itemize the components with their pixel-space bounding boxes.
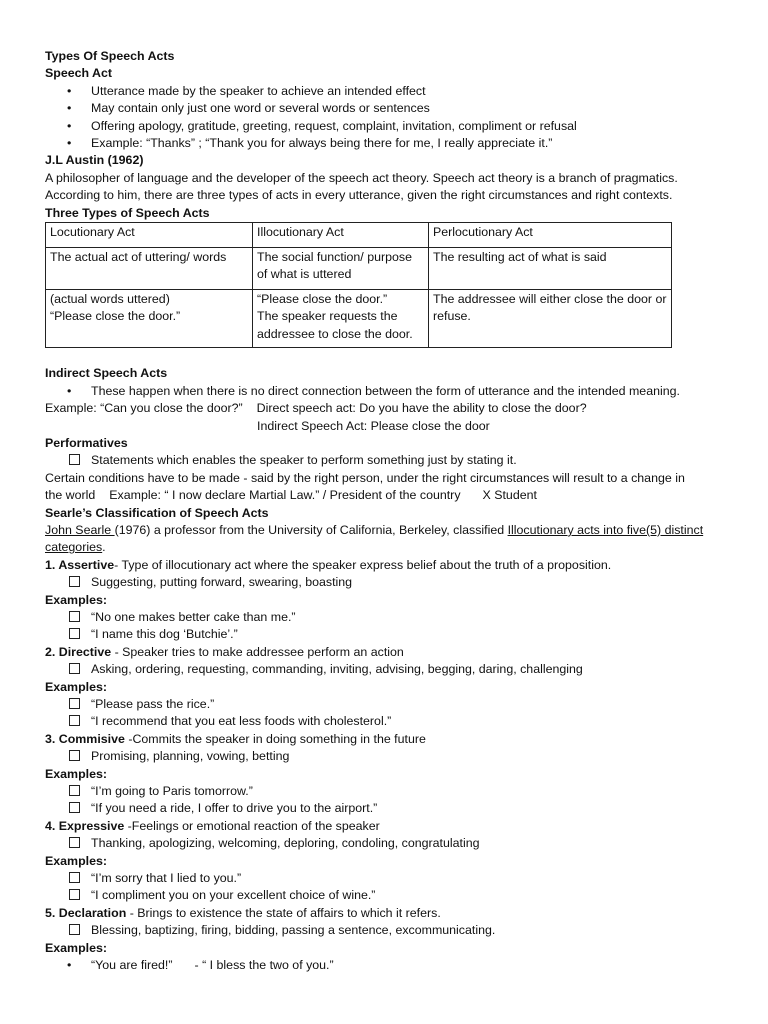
indirect-example-answer: Indirect Speech Act: Please close the door <box>257 418 490 433</box>
checkbox-item: “Please pass the rice.” <box>45 696 740 713</box>
cell-line: (actual words uttered) <box>50 292 170 307</box>
checkbox-icon <box>69 628 80 639</box>
examples-label: Examples: <box>45 679 107 694</box>
bullet-item: • Offering apology, gratitude, greeting, request, complaint, invitation, compliment or refusal <box>45 118 740 135</box>
checkbox-icon <box>69 611 80 622</box>
category-heading: 5. Declaration - Brings to existence the state of affairs to which it refers. <box>45 905 441 920</box>
section-heading-austin: J.L Austin (1962) <box>45 153 144 168</box>
checkbox-item: “I compliment you on your excellent choice of wine.” <box>45 887 740 904</box>
table-header-cell: Locutionary Act <box>46 223 253 248</box>
section-heading-speech-act: Speech Act <box>45 66 113 81</box>
checkbox-icon <box>69 802 80 813</box>
checkbox-item: “I’m sorry that I lied to you.” <box>45 870 740 887</box>
checkbox-icon <box>69 715 80 726</box>
bullet-icon: • <box>67 136 72 151</box>
performatives-paragraph-line: the world Example: “ I now declare Martial Law.” / President of the country X Student <box>45 488 537 503</box>
bullet-item: • “You are fired!” - “ I bless the two of you.” <box>45 957 740 974</box>
indirect-example: Example: “Can you close the door?” Direct speech act: Do you have the ability to close the door? <box>45 401 587 416</box>
checkbox-item: Promising, planning, vowing, betting <box>45 748 740 765</box>
category-heading: 4. Expressive -Feelings or emotional reaction of the speaker <box>45 818 380 833</box>
examples-label: Examples: <box>45 592 107 607</box>
table-row <box>46 290 672 348</box>
checkbox-item: Blessing, baptizing, firing, bidding, passing a sentence, excommunicating. <box>45 922 740 939</box>
searle-paragraph: John Searle (1976) a professor from the University of California, Berkeley, classified Illocutionary acts into five(5) distinct categories. <box>45 522 704 555</box>
cell-line: “Please close the door.” <box>50 309 181 324</box>
bullet-item: • Example: “Thanks” ; “Thank you for always being there for me, I really appreciate it.” <box>45 135 740 152</box>
checkbox-icon <box>69 837 80 848</box>
table-cell <box>46 290 253 348</box>
checkbox-item: Suggesting, putting forward, swearing, boasting <box>45 574 740 591</box>
checkbox-item: “No one makes better cake than me.” <box>45 609 740 626</box>
checkbox-icon <box>69 889 80 900</box>
speech-acts-table <box>45 222 672 348</box>
bullet-item: • Utterance made by the speaker to achieve an intended effect <box>45 83 740 100</box>
examples-label: Examples: <box>45 940 107 955</box>
category-heading: 2. Directive - Speaker tries to make addressee perform an action <box>45 644 404 659</box>
checkbox-item: “I’m going to Paris tomorrow.” <box>45 783 740 800</box>
bullet-icon: • <box>67 118 72 133</box>
checkbox-icon <box>69 872 80 883</box>
table-row <box>46 248 672 290</box>
category-heading: 3. Commisive -Commits the speaker in doing something in the future <box>45 731 426 746</box>
table-cell: The resulting act of what is said <box>429 248 672 290</box>
bullet-icon: • <box>67 958 72 973</box>
checkbox-icon <box>69 454 80 465</box>
section-heading-performatives: Performatives <box>45 435 128 450</box>
document-page <box>45 48 740 975</box>
section-heading-searle: Searle’s Classification of Speech Acts <box>45 505 269 520</box>
checkbox-icon <box>69 698 80 709</box>
cell-line: “Please close the door.” <box>257 292 388 307</box>
checkbox-icon <box>69 750 80 761</box>
bullet-icon: • <box>67 101 72 116</box>
bullet-item: • These happen when there is no direct connection between the form of utterance and the intended meaning. <box>45 383 740 400</box>
table-cell: The addressee will either close the door or refuse. <box>429 290 672 348</box>
bullet-item: • May contain only just one word or several words or sentences <box>45 100 740 117</box>
checkbox-item: Thanking, apologizing, welcoming, deploring, condoling, congratulating <box>45 835 740 852</box>
section-heading-indirect: Indirect Speech Acts <box>45 366 168 381</box>
performatives-paragraph-line: Certain conditions have to be made - said by the right person, under the right circumstances will result to a change in <box>45 470 685 485</box>
bullet-icon: • <box>67 83 72 98</box>
checkbox-icon <box>69 663 80 674</box>
checkbox-item: “I recommend that you eat less foods with cholesterol.” <box>45 713 740 730</box>
checkbox-item: “I name this dog ‘Butchie’.” <box>45 626 740 643</box>
table-cell: The social function/ purpose of what is uttered <box>253 248 429 290</box>
checkbox-icon <box>69 785 80 796</box>
checkbox-icon <box>69 576 80 587</box>
table-header-cell: Illocutionary Act <box>253 223 429 248</box>
bullet-icon: • <box>67 383 72 398</box>
austin-paragraph: A philosopher of language and the developer of the speech act theory. Speech act theory is a branch of pragmatics. According to him, there are three types of acts in every utterance, given the right circumstances and right contexts. <box>45 170 678 203</box>
table-header-cell: Perlocutionary Act <box>429 223 672 248</box>
table-cell: The actual act of uttering/ words <box>46 248 253 290</box>
table-header-row <box>46 223 672 248</box>
table-cell <box>253 290 429 348</box>
checkbox-icon <box>69 924 80 935</box>
category-heading: 1. Assertive- Type of illocutionary act where the speaker express belief about the truth of a proposition. <box>45 557 612 572</box>
cell-line: The speaker requests the addressee to close the door. <box>257 309 413 341</box>
checkbox-item: Asking, ordering, requesting, commanding, inviting, advising, begging, daring, challenging <box>45 661 740 678</box>
doc-title: Types Of Speech Acts <box>45 49 175 63</box>
examples-label: Examples: <box>45 853 107 868</box>
section-heading-three-types: Three Types of Speech Acts <box>45 205 210 220</box>
checkbox-item: Statements which enables the speaker to perform something just by stating it. <box>45 452 740 469</box>
checkbox-item: “If you need a ride, I offer to drive you to the airport.” <box>45 800 740 817</box>
examples-label: Examples: <box>45 766 107 781</box>
